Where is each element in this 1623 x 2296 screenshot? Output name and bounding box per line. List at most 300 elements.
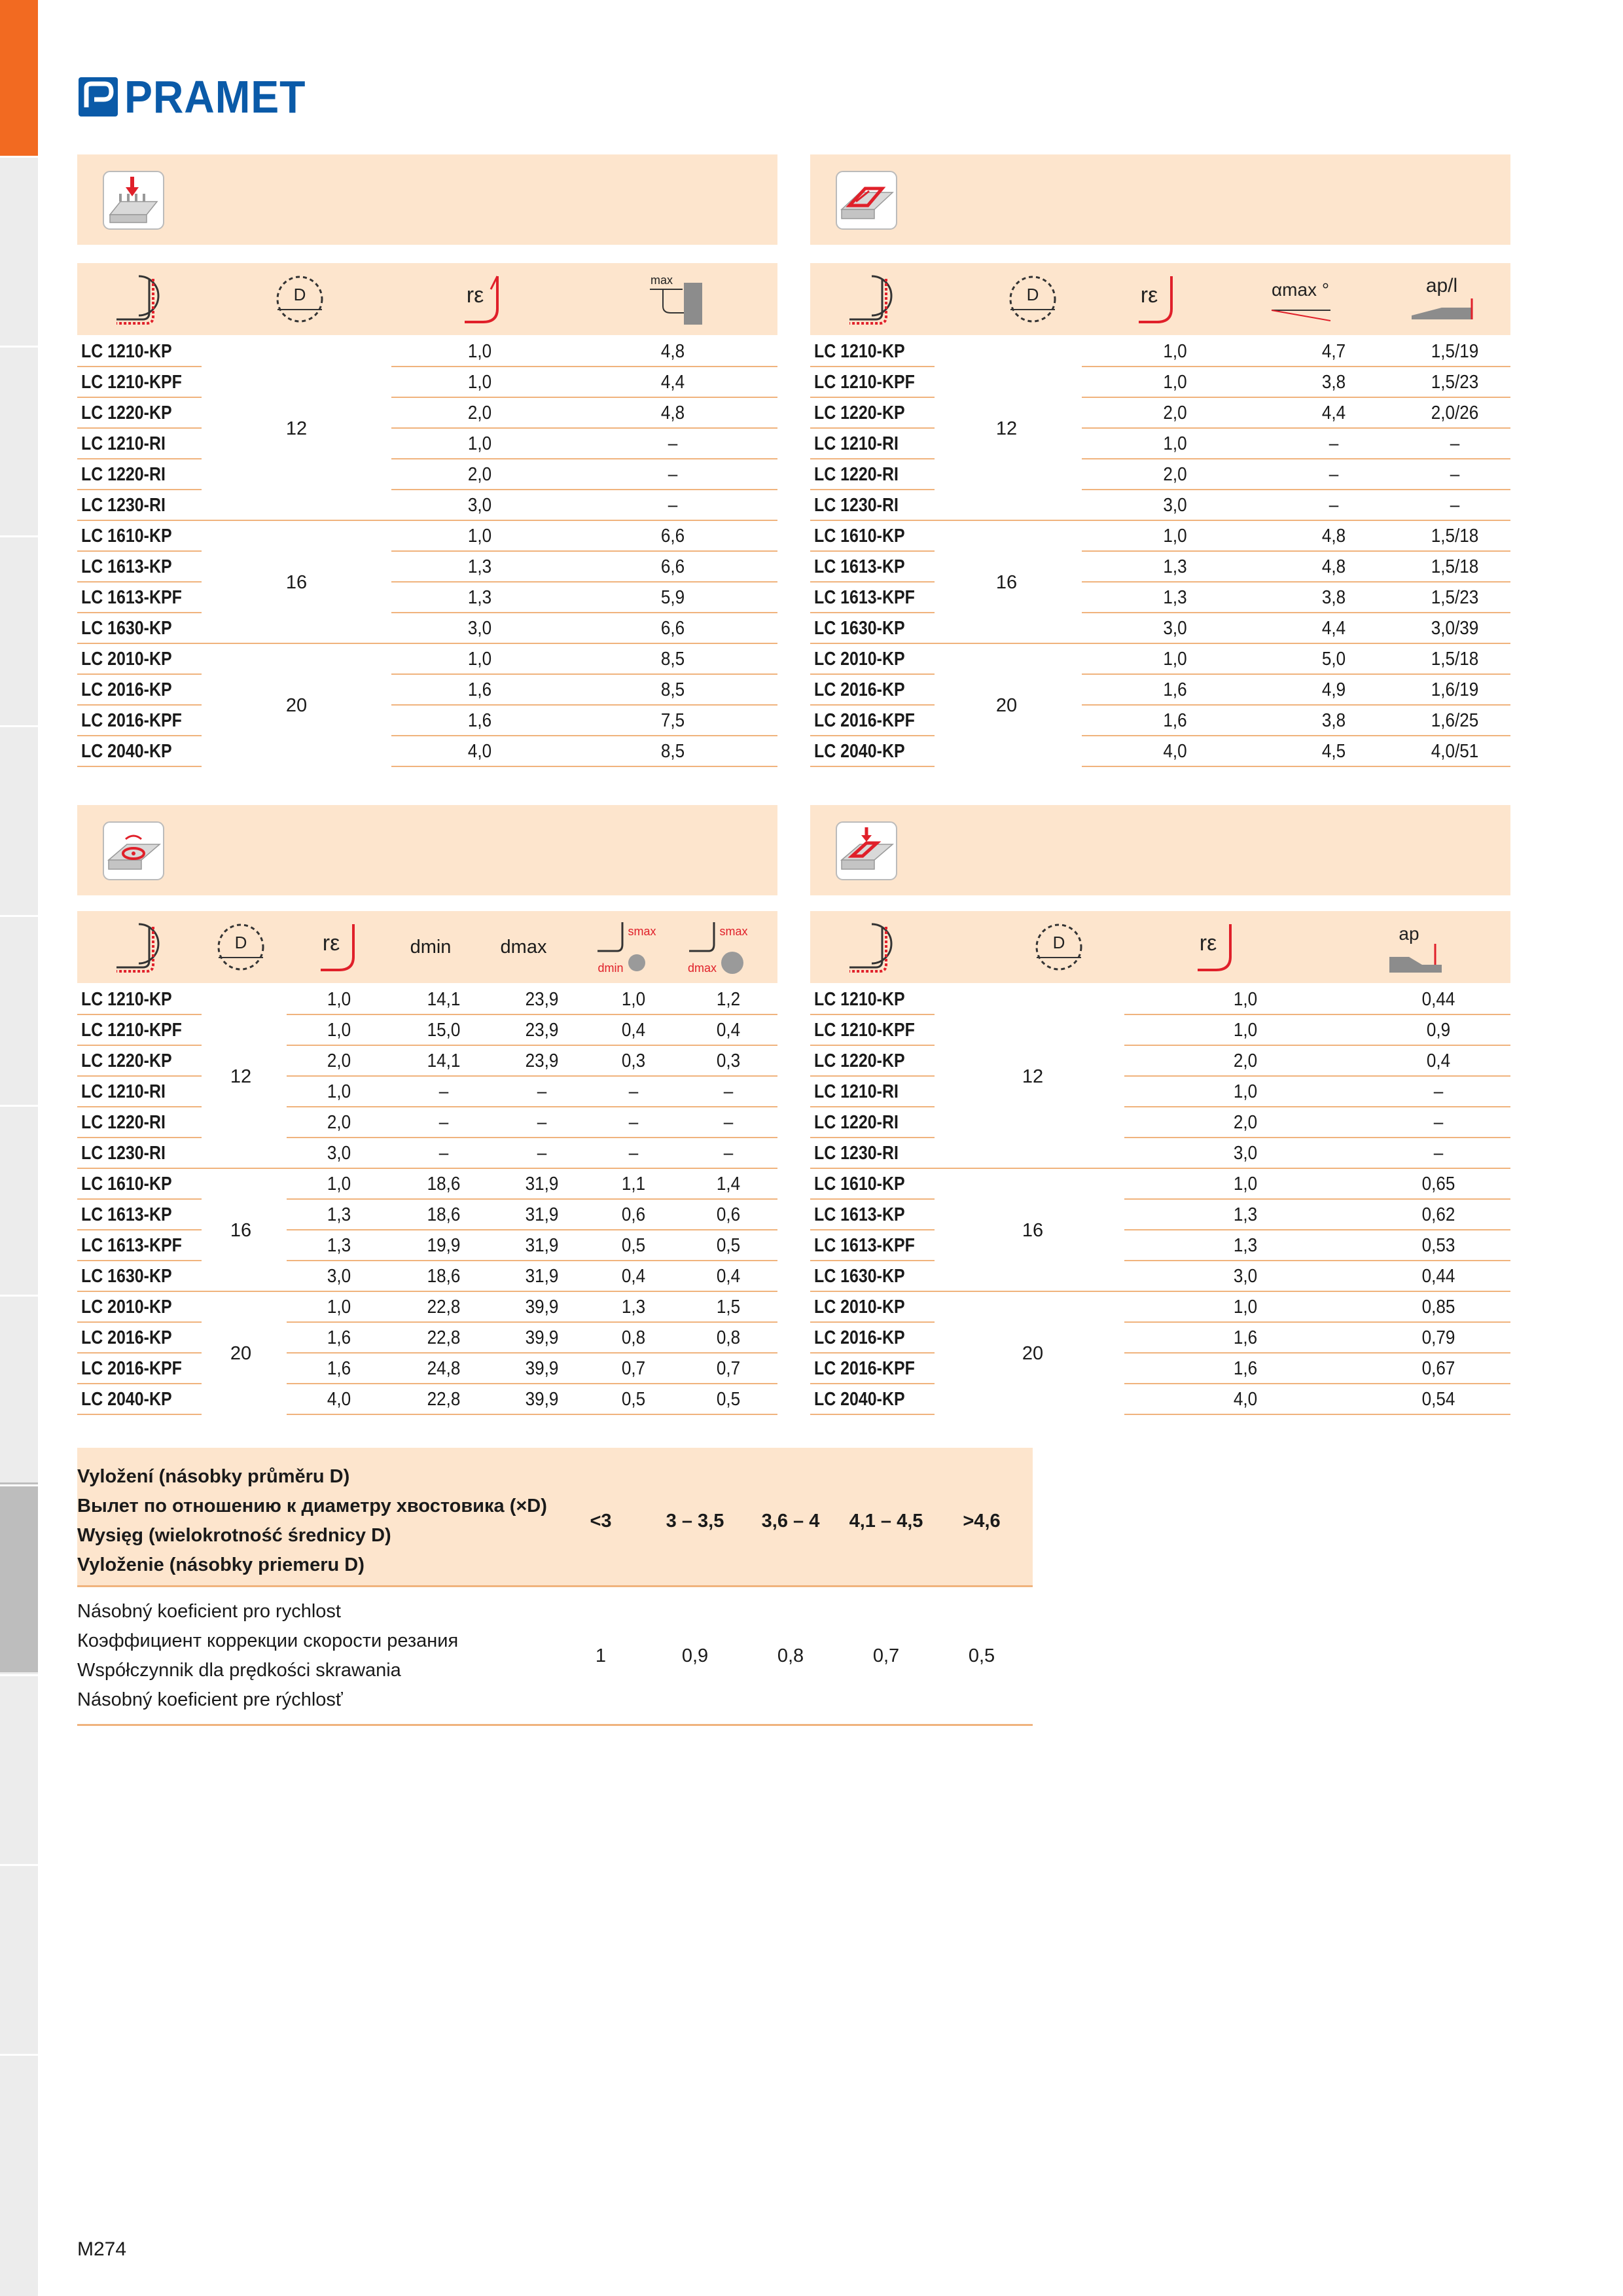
cell-value: 0,6 — [621, 1204, 646, 1225]
cell-value: 1,3 — [621, 1297, 646, 1318]
table-row — [810, 429, 1510, 459]
table-row — [810, 1077, 1510, 1107]
insert-code: LC 1210-KP — [81, 341, 172, 362]
header-d-label: D — [1052, 933, 1065, 952]
insert-code: LC 1220-KP — [81, 403, 172, 423]
cell-value: – — [438, 1081, 449, 1102]
header-dmax-label: dmax — [500, 936, 547, 958]
insert-code: LC 1210-KPF — [81, 372, 182, 393]
cell-value: 0,4 — [1426, 1050, 1451, 1071]
table-row — [77, 490, 777, 521]
table-row — [77, 644, 777, 675]
factor-value: 0,5 — [968, 1645, 995, 1666]
cell-value: 1,2 — [716, 989, 741, 1010]
cell-value: 2,0 — [467, 464, 492, 485]
cell-value: 0,8 — [716, 1327, 741, 1348]
cell-value: 1,5/19 — [1431, 341, 1479, 362]
insert-code: LC 1613-KP — [814, 556, 905, 577]
header-ap-label: ap/l — [1425, 275, 1458, 296]
insert-code: LC 1220-RI — [814, 1112, 899, 1133]
cell-value: 1,0 — [1163, 526, 1187, 547]
cell-value: 31,9 — [525, 1266, 559, 1287]
row-rule — [287, 1414, 777, 1415]
table-row — [77, 367, 777, 398]
factor-column-header: <3 — [590, 1511, 612, 1532]
table-row — [77, 521, 777, 552]
header-r-label: rε — [1140, 283, 1158, 308]
cell-value: 0,7 — [621, 1358, 646, 1379]
insert-code: LC 1220-RI — [81, 464, 166, 485]
insert-code: LC 1613-KPF — [81, 1235, 182, 1256]
cell-value: 1,6 — [1163, 710, 1187, 731]
cell-value: 4,0/51 — [1431, 741, 1479, 762]
cell-value: 1,3 — [1163, 556, 1187, 577]
insert-code: LC 2040-KP — [814, 1389, 905, 1410]
cell-value: 4,0 — [327, 1389, 351, 1410]
table-row — [810, 1261, 1510, 1292]
cell-value: 1,4 — [716, 1174, 741, 1194]
cell-value: 6,6 — [660, 526, 685, 547]
insert-code: LC 2016-KPF — [81, 710, 182, 731]
insert-code: LC 2016-KP — [81, 679, 172, 700]
ramp-angle-icon — [1265, 270, 1344, 329]
table-row — [810, 1046, 1510, 1077]
cell-value: 1,0 — [467, 341, 492, 362]
factor-value: 0,7 — [872, 1645, 900, 1666]
insert-code: LC 2016-KPF — [814, 710, 915, 731]
insert-code: LC 1613-KPF — [814, 1235, 915, 1256]
cell-value: 39,9 — [525, 1358, 559, 1379]
table-row — [77, 429, 777, 459]
cell-value: 1,0 — [1233, 989, 1258, 1010]
header-dmin-label: dmin — [410, 936, 452, 958]
insert-code: LC 1210-KPF — [81, 1020, 182, 1041]
table-row — [77, 1354, 777, 1384]
cell-value: 2,0 — [467, 403, 492, 423]
cell-value: – — [537, 1112, 547, 1133]
cell-value: 4,4 — [1321, 618, 1346, 639]
cell-value: 1,0 — [1163, 649, 1187, 670]
cell-value: 1,6 — [467, 679, 492, 700]
cell-value: 8,5 — [660, 741, 685, 762]
cell-value: 39,9 — [525, 1327, 559, 1348]
ramp-depth-length-icon — [1402, 270, 1481, 329]
cell-value: 1,0 — [327, 1081, 351, 1102]
cell-value: 22,8 — [427, 1389, 461, 1410]
cell-value: 1,0 — [1233, 1081, 1258, 1102]
panel1-table — [77, 336, 777, 767]
header-r-label: rε — [1199, 931, 1217, 956]
cell-value: – — [628, 1143, 639, 1164]
header-d-label: D — [234, 933, 247, 952]
corner-radius-insert-icon — [843, 270, 902, 329]
header-r-label: rε — [322, 931, 340, 956]
cell-value: 0,5 — [621, 1235, 646, 1256]
side-index-divider — [0, 725, 38, 727]
cell-value: – — [1433, 1143, 1444, 1164]
cell-value: 3,0 — [467, 495, 492, 516]
table-row — [77, 1077, 777, 1107]
table-row — [77, 736, 777, 767]
table-row — [77, 336, 777, 367]
cell-value: – — [537, 1143, 547, 1164]
header-alpha-label: αmax ° — [1271, 279, 1330, 300]
cell-value: 1,3 — [327, 1235, 351, 1256]
cell-value: 1,0 — [621, 989, 646, 1010]
cell-value: 3,0 — [1233, 1266, 1258, 1287]
insert-code: LC 2016-KP — [814, 1327, 905, 1348]
table-row — [810, 367, 1510, 398]
cell-value: 1,3 — [1233, 1204, 1258, 1225]
side-index-active — [0, 0, 38, 156]
header-d-label: D — [293, 285, 306, 304]
factor-value: 0,8 — [777, 1645, 804, 1666]
table-row — [810, 583, 1510, 613]
factor-column-header: 4,1 – 4,5 — [849, 1511, 923, 1532]
cell-value: 8,5 — [660, 679, 685, 700]
cell-value: 1,0 — [467, 649, 492, 670]
factor-column-header: 3 – 3,5 — [666, 1511, 724, 1532]
insert-code: LC 2010-KP — [81, 649, 172, 670]
table-row — [810, 1107, 1510, 1138]
header-smax2-label: smax — [719, 925, 748, 938]
insert-code: LC 1613-KP — [814, 1204, 905, 1225]
diameter-value: 20 — [230, 1343, 252, 1364]
insert-code: LC 1210-KPF — [814, 372, 915, 393]
cell-value: 39,9 — [525, 1297, 559, 1318]
brand-logo — [77, 73, 322, 120]
table-row — [810, 398, 1510, 429]
cell-value: 1,1 — [621, 1174, 646, 1194]
row-rule — [77, 1414, 202, 1415]
cell-value: 14,1 — [427, 989, 461, 1010]
insert-code: LC 1230-RI — [814, 495, 899, 516]
cell-value: 0,62 — [1421, 1204, 1455, 1225]
table-row — [77, 1046, 777, 1077]
insert-code: LC 1220-RI — [814, 464, 899, 485]
cell-value: 3,0 — [327, 1143, 351, 1164]
cell-value: 4,8 — [660, 341, 685, 362]
cell-value: – — [628, 1112, 639, 1133]
panel4-header — [810, 911, 1510, 983]
panel4-table — [810, 984, 1510, 1415]
cell-value: – — [628, 1081, 639, 1102]
diameter-value: 12 — [285, 418, 308, 439]
cell-value: 3,0 — [467, 618, 492, 639]
factor-row-label: Współczynnik dla prędkości skrawania — [77, 1660, 401, 1681]
table-row — [810, 675, 1510, 706]
cell-value: – — [668, 464, 678, 485]
table-row — [77, 459, 777, 490]
factor-header-label: Вылет по отношению к диаметру хвостовика (×D) — [77, 1496, 547, 1516]
cell-value: 1,0 — [467, 526, 492, 547]
corner-radius-icon — [308, 918, 370, 977]
cell-value: 1,0 — [467, 433, 492, 454]
header-max-label: max — [650, 274, 673, 287]
corner-radius-icon — [1126, 270, 1188, 329]
insert-code: LC 1210-KP — [81, 989, 172, 1010]
cell-value: 2,0 — [1233, 1050, 1258, 1071]
max-ramp-depth-icon — [643, 270, 709, 329]
cell-value: 31,9 — [525, 1204, 559, 1225]
cell-value: – — [1329, 495, 1339, 516]
cell-value: 1,6 — [1233, 1327, 1258, 1348]
diameter-value: 20 — [1022, 1343, 1044, 1364]
table-row — [77, 583, 777, 613]
insert-code: LC 2040-KP — [81, 1389, 172, 1410]
cell-value: 0,53 — [1421, 1235, 1455, 1256]
cell-value: 15,0 — [427, 1020, 461, 1041]
diameter-value: 20 — [285, 695, 308, 716]
cell-value: 5,0 — [1321, 649, 1346, 670]
cell-value: 4,9 — [1321, 679, 1346, 700]
cell-value: 1,5/18 — [1431, 556, 1479, 577]
cell-value: 0,9 — [1426, 1020, 1451, 1041]
cell-value: 1,0 — [1163, 433, 1187, 454]
cell-value: 31,9 — [525, 1235, 559, 1256]
factor-row-label: Násobný koeficient pro rychlost — [77, 1601, 341, 1622]
cell-value: 4,0 — [1163, 741, 1187, 762]
table-row — [810, 1200, 1510, 1230]
brand-mark-icon — [77, 76, 119, 118]
cell-value: 3,0 — [1163, 618, 1187, 639]
diameter-value: 12 — [230, 1066, 252, 1087]
insert-code: LC 1630-KP — [814, 1266, 905, 1287]
table-row — [77, 613, 777, 644]
factor-column-header: 3,6 – 4 — [761, 1511, 820, 1532]
table-row — [77, 1200, 777, 1230]
insert-code: LC 1220-KP — [81, 1050, 172, 1071]
table-row — [810, 1384, 1510, 1415]
ramping-icon — [834, 169, 899, 232]
row-rule — [77, 766, 202, 767]
cell-value: 3,0 — [1233, 1143, 1258, 1164]
cell-value: 1,6/19 — [1431, 679, 1479, 700]
cutter-diameter-icon — [209, 916, 272, 978]
panel3-table — [77, 984, 777, 1415]
page-number: M274 — [77, 2238, 127, 2260]
table-row — [77, 675, 777, 706]
helical-interpolation-icon — [101, 819, 166, 882]
panel2-header — [810, 263, 1510, 335]
operation-band-ramping — [810, 154, 1510, 245]
cell-value: 0,79 — [1421, 1327, 1455, 1348]
side-index-divider — [0, 915, 38, 917]
cell-value: 2,0 — [327, 1050, 351, 1071]
table-row — [810, 552, 1510, 583]
table-row — [77, 1138, 777, 1169]
cell-value: 23,9 — [525, 1020, 559, 1041]
cell-value: 0,85 — [1421, 1297, 1455, 1318]
cell-value: 4,8 — [660, 403, 685, 423]
cell-value: 3,8 — [1321, 372, 1346, 393]
cell-value: 23,9 — [525, 989, 559, 1010]
cell-value: – — [537, 1081, 547, 1102]
table-row — [810, 1169, 1510, 1200]
insert-code: LC 2040-KP — [81, 741, 172, 762]
insert-code: LC 1210-KP — [814, 341, 905, 362]
cell-value: – — [668, 433, 678, 454]
cell-value: 3,0 — [1163, 495, 1187, 516]
cell-value: 1,0 — [327, 1020, 351, 1041]
cell-value: 1,6 — [467, 710, 492, 731]
cell-value: 2,0 — [1163, 464, 1187, 485]
table-row — [810, 1015, 1510, 1046]
table-row — [77, 706, 777, 736]
diameter-value: 20 — [995, 695, 1018, 716]
table-row — [810, 521, 1510, 552]
table-row — [810, 1323, 1510, 1354]
insert-code: LC 2010-KP — [81, 1297, 172, 1318]
cell-value: 4,0 — [467, 741, 492, 762]
cell-value: – — [1433, 1112, 1444, 1133]
factor-header-label: Vyloženie (násobky priemeru D) — [77, 1554, 365, 1575]
cell-value: 0,6 — [716, 1204, 741, 1225]
insert-code: LC 1210-KP — [814, 989, 905, 1010]
side-index-divider — [0, 1864, 38, 1866]
cell-value: 3,0 — [327, 1266, 351, 1287]
cell-value: – — [668, 495, 678, 516]
cell-value: 14,1 — [427, 1050, 461, 1071]
cell-value: 2,0 — [1163, 403, 1187, 423]
cell-value: 1,0 — [327, 1297, 351, 1318]
side-index-divider — [0, 2054, 38, 2056]
insert-code: LC 2016-KP — [81, 1327, 172, 1348]
table-row — [810, 984, 1510, 1015]
cell-value: – — [1433, 1081, 1444, 1102]
insert-code: LC 1630-KP — [814, 618, 905, 639]
insert-code: LC 1610-KP — [814, 526, 905, 547]
corner-radius-icon — [452, 270, 514, 329]
insert-code: LC 1613-KP — [81, 556, 172, 577]
header-dmax2-label: dmax — [687, 961, 717, 975]
insert-code: LC 2016-KP — [814, 679, 905, 700]
cell-value: – — [438, 1112, 449, 1133]
table-row — [77, 552, 777, 583]
table-row — [810, 1292, 1510, 1323]
header-smax1-label: smax — [628, 925, 656, 938]
cell-value: 1,5/18 — [1431, 526, 1479, 547]
cell-value: 0,44 — [1421, 989, 1455, 1010]
table-row — [810, 613, 1510, 644]
cell-value: 1,6 — [327, 1327, 351, 1348]
cell-value: 1,0 — [1233, 1020, 1258, 1041]
insert-code: LC 1230-RI — [81, 1143, 166, 1164]
cell-value: 7,5 — [660, 710, 685, 731]
cell-value: 0,7 — [716, 1358, 741, 1379]
insert-code: LC 1220-RI — [81, 1112, 166, 1133]
row-rule — [810, 1414, 935, 1415]
table-row — [77, 1323, 777, 1354]
panel1-header — [77, 263, 777, 335]
brand-name: PRAMET — [124, 71, 306, 122]
cell-value: 1,5 — [716, 1297, 741, 1318]
cell-value: 0,44 — [1421, 1266, 1455, 1287]
diameter-value: 16 — [1022, 1220, 1044, 1241]
cell-value: 2,0 — [1233, 1112, 1258, 1133]
side-index-divider — [0, 346, 38, 348]
insert-code: LC 1630-KP — [81, 618, 172, 639]
header-dmin2-label: dmin — [597, 961, 624, 975]
diameter-value: 16 — [230, 1220, 252, 1241]
table-row — [810, 1230, 1510, 1261]
cell-value: 1,0 — [1233, 1297, 1258, 1318]
cell-value: 1,0 — [1163, 341, 1187, 362]
cell-value: 18,6 — [427, 1204, 461, 1225]
cell-value: 0,4 — [621, 1020, 646, 1041]
insert-code: LC 2010-KP — [814, 1297, 905, 1318]
cell-value: 22,8 — [427, 1327, 461, 1348]
factor-header-label: Vyložení (násobky průměru D) — [77, 1466, 350, 1487]
cell-value: 4,7 — [1321, 341, 1346, 362]
cell-value: 18,6 — [427, 1174, 461, 1194]
operation-band-helical — [77, 805, 777, 895]
cell-value: – — [1450, 433, 1460, 454]
table-row — [810, 736, 1510, 767]
max-diameter-step-icon — [683, 916, 755, 978]
cell-value: 1,3 — [1163, 587, 1187, 608]
cell-value: – — [1450, 495, 1460, 516]
cell-value: 3,8 — [1321, 587, 1346, 608]
row-rule — [1124, 1414, 1510, 1415]
cell-value: 1,3 — [467, 556, 492, 577]
cell-value: – — [723, 1112, 734, 1133]
speed-factor-table — [77, 1448, 1033, 1729]
table-row — [77, 984, 777, 1015]
cell-value: 1,5/23 — [1431, 372, 1479, 393]
cell-value: 0,4 — [716, 1020, 741, 1041]
table-row — [810, 336, 1510, 367]
cutter-diameter-icon — [1001, 268, 1064, 331]
cell-value: 1,5/18 — [1431, 649, 1479, 670]
insert-code: LC 1610-KP — [81, 526, 172, 547]
insert-code: LC 1613-KP — [81, 1204, 172, 1225]
cell-value: 1,6 — [1163, 679, 1187, 700]
table-row — [77, 1169, 777, 1200]
cell-value: 1,0 — [467, 372, 492, 393]
factor-column-header: >4,6 — [963, 1511, 1001, 1532]
side-index-marker — [0, 1482, 38, 1672]
insert-code: LC 2010-KP — [814, 649, 905, 670]
cell-value: 22,8 — [427, 1297, 461, 1318]
cell-value: – — [1329, 464, 1339, 485]
cutter-diameter-icon — [1027, 916, 1090, 978]
cell-value: 1,0 — [1163, 372, 1187, 393]
corner-radius-icon — [1185, 918, 1247, 977]
operation-band-slotting — [810, 805, 1510, 895]
cell-value: 4,0 — [1233, 1389, 1258, 1410]
depth-of-cut-icon — [1383, 918, 1448, 977]
cell-value: – — [1450, 464, 1460, 485]
table-row — [810, 1354, 1510, 1384]
cell-value: 19,9 — [427, 1235, 461, 1256]
cell-value: – — [723, 1143, 734, 1164]
cutter-diameter-icon — [268, 268, 331, 331]
table-row — [77, 1230, 777, 1261]
table-row — [810, 459, 1510, 490]
operation-band-plunge — [77, 154, 777, 245]
factor-row-label: Коэффициент коррекции скорости резания — [77, 1630, 459, 1651]
cell-value: 0,8 — [621, 1327, 646, 1348]
header-ap-label: ap — [1399, 924, 1419, 944]
cell-value: 1,0 — [1233, 1174, 1258, 1194]
factor-value: 0,9 — [681, 1645, 709, 1666]
insert-code: LC 1220-KP — [814, 403, 905, 423]
cell-value: 0,54 — [1421, 1389, 1455, 1410]
side-index-divider — [0, 1105, 38, 1107]
factor-header-rule — [77, 1585, 1033, 1587]
cell-value: 1,0 — [327, 1174, 351, 1194]
